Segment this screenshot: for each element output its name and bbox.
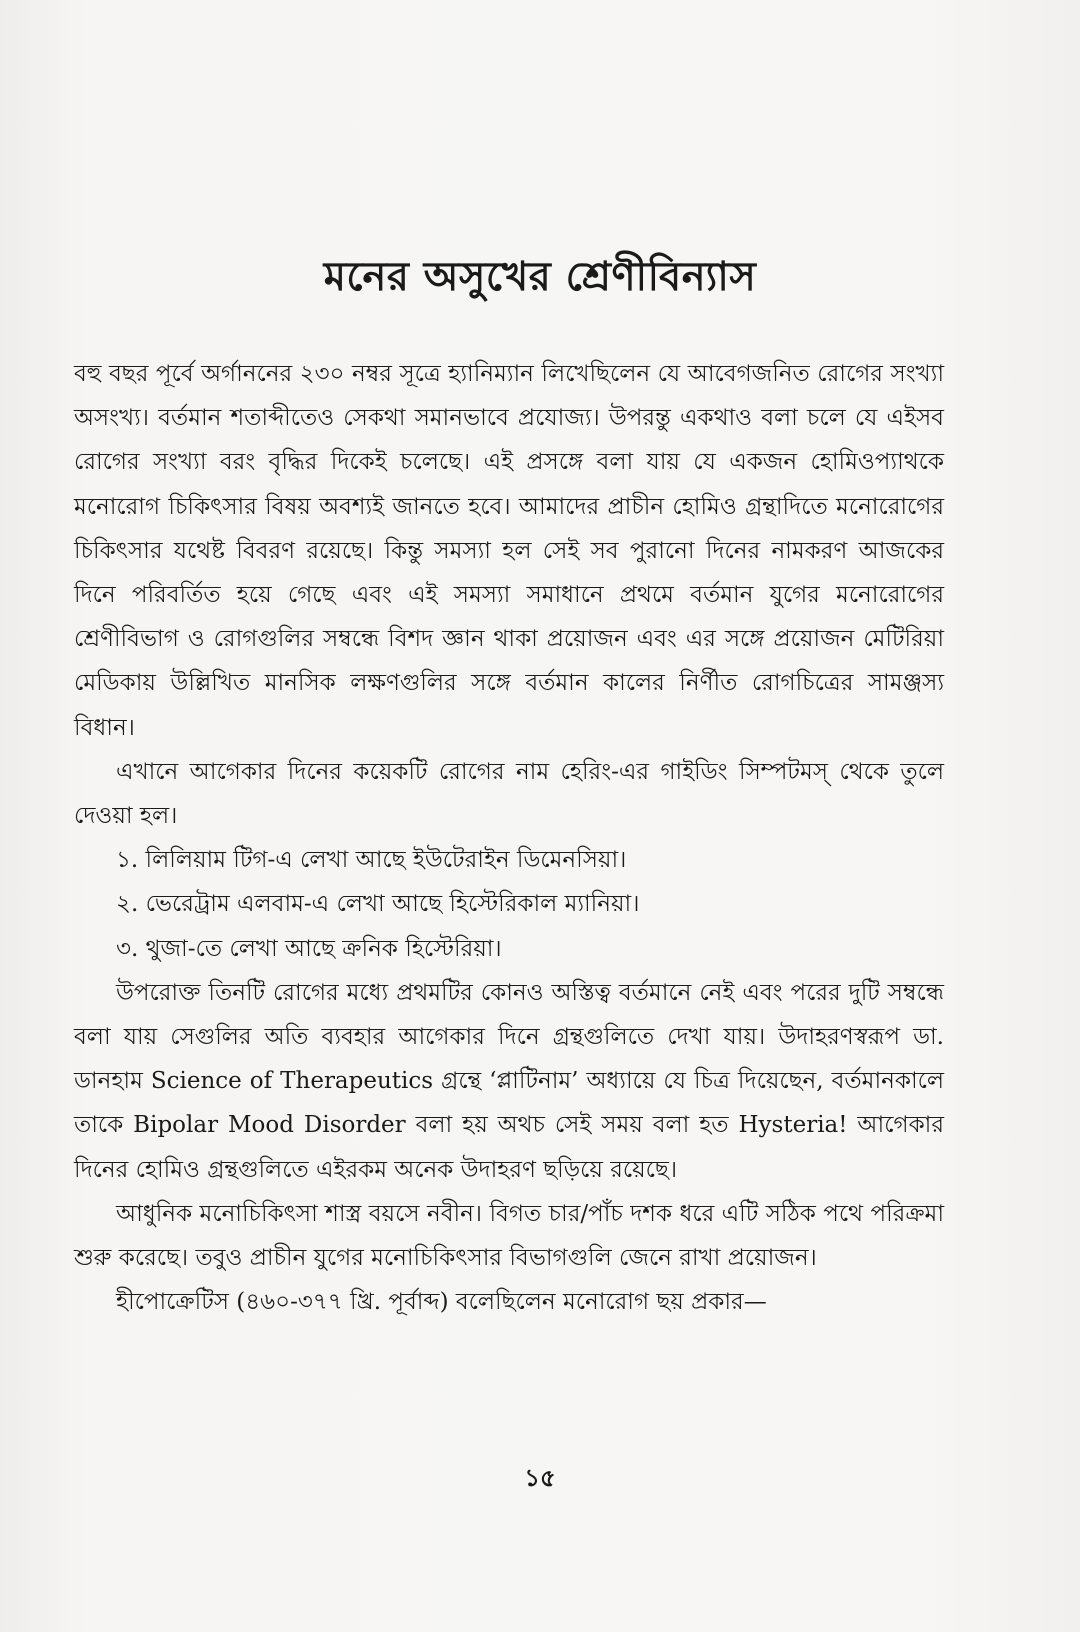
paragraph-modern: আধুনিক মনোচিকিৎসা শাস্ত্র বয়সে নবীন। বিগত চার/পাঁচ দশক ধরে এটি সঠিক পথে পরিক্রমা শুরু করেছে। তবুও প্রাচীন যুগের মনোচিকিৎসার বিভাগগুলি জেনে রাখা প্রয়োজন। bbox=[74, 1200, 944, 1272]
page-number: ১৫ bbox=[524, 1463, 556, 1492]
paragraph-herring: এখানে আগেকার দিনের কয়েকটি রোগের নাম হেরিং-এর গাইডিং সিম্পটমস্ থেকে তুলে দেওয়া হল। bbox=[74, 758, 944, 830]
paragraph-intro: বহু বছর পূর্বে অর্গাননের ২৩০ নম্বর সূত্রে হ্যানিম্যান লিখেছিলেন যে আবেগজনিত রোগের সংখ্যা অসংখ্য। বর্তমান শতাব্দীতেও সেকথা সমানভাবে প্রযোজ্য। উপরন্তু একথাও বলা চলে যে এইসব রোগের সংখ্যা বরং বৃদ্ধির দিকেই চলেছে। এই প্রসঙ্গে বলা যায় যে একজন হোমিওপ্যাথকে মনোরোগ চিকিৎসার বিষয় অবশ্যই জানতে হবে। আমাদের প্রাচীন হোমিও গ্রন্থাদিতে মনোরোগের চিকিৎসার যথেষ্ট বিবরণ রয়েছে। কিন্তু সমস্যা হল সেই সব পুরানো দিনের নামকরণ আজকের দিনে পরিবর্তিত হয়ে গেছে এবং এই সমস্যা সমাধানে প্রথমে বর্তমান যুগের মনোরোগের শ্রেণীবিভাগ ও রোগগুলির সম্বন্ধে বিশদ জ্ঞান থাকা প্রয়োজন এবং এর সঙ্গে প্রয়োজন মেটিরিয়া মেডিকায় উল্লিখিত মানসিক লক্ষণগুলির সঙ্গে বর্তমান কালের নির্ণীত রোগচিত্রের সামঞ্জস্য বিধান। bbox=[74, 361, 944, 741]
chapter-title: মনের অসুখের শ্রেণীবিন্যাস bbox=[323, 253, 757, 300]
paragraph-hippocrates: হীপোক্রেটিস (৪৬০-৩৭৭ খ্রি. পূর্বাব্দ) বলেছিলেন মনোরোগ ছয় প্রকার— bbox=[116, 1289, 767, 1316]
paragraph-examples: উপরোক্ত তিনটি রোগের মধ্যে প্রথমটির কোনও অস্তিত্ব বর্তমানে নেই এবং পরের দুটি সম্বন্ধে বলা যায় সেগুলির অতি ব্যবহার আগেকার দিনে গ্রন্থগুলিতে দেখা যায়। উদাহরণস্বরূপ ডা. ডানহাম Science of Therapeutics গ্রন্থে ‘প্লাটিনাম’ অধ্যায়ে যে চিত্র দিয়েছেন, বর্তমানকালে তাকে Bipolar Mood Disorder বলা হয় অথচ সেই সময় বলা হত Hysteria! আগেকার দিনের হোমিও গ্রন্থগুলিতে এইরকম অনেক উদাহরণ ছড়িয়ে রয়েছে। bbox=[74, 979, 944, 1183]
body-text bbox=[74, 352, 944, 1324]
list-item-thuja: ৩. থুজা-তে লেখা আছে ক্রনিক হিস্টেরিয়া। bbox=[116, 935, 502, 962]
list-item-lilium: ১. লিলিয়াম টিগ-এ লেখা আছে ইউটেরাইন ডিমেনসিয়া। bbox=[116, 847, 627, 874]
list-item-veratrum: ২. ভেরেট্রাম এলবাম-এ লেখা আছে হিস্টেরিকাল ম্যানিয়া। bbox=[116, 891, 640, 918]
